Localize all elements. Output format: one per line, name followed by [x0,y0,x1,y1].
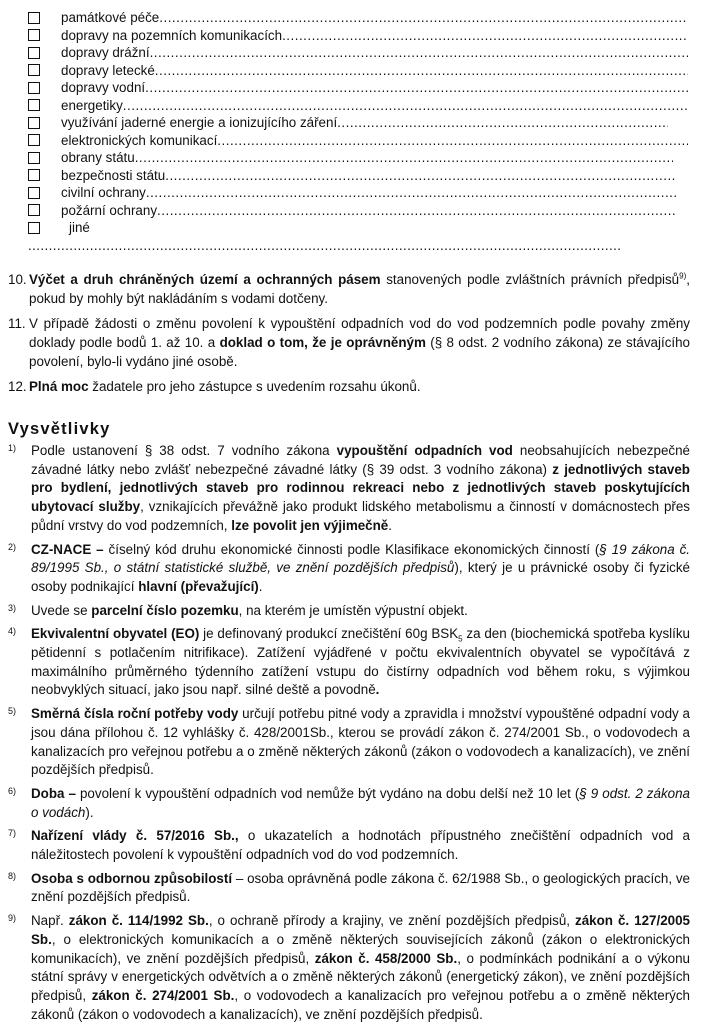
dotted-leader [159,9,688,26]
dotted-leader [337,114,668,131]
checklist-label: civilní ochrany [61,185,146,201]
dotted-leader [123,97,688,114]
footnote-text: Např. zákon č. 114/1992 Sb., o ochraně přírody a krajiny, ve znění pozdějších předpisů, zákon č. 127/2005 Sb., o elektronických komunikacích a o změně některých souvisejících zákonů (zákon o elektronických komunikacích), ve znění pozdějších předpisů, zákon č. 458/2000 Sb., o podmínkách podnikání a o výkonu státní správy v energetických odvětvích a o změně některých zákonů (energetický zákon), ve znění pozdějších předpisů, zákon č. 274/2001 Sb., o vodovodech a kanalizacích pro veřejnou potřebu a o změně některých zákonů (zákon o vodovodech a kanalizacích), ve znění pozdějších předpisů. [31,913,691,1022]
item-text: Výčet a druh chráněných území a ochranných pásem stanovených podle zvláštních právních předpisů$^{9)}$, pokud by mohly být nakládáním s vodami dotčeny. [29,271,690,306]
checkbox[interactable] [28,64,40,76]
dotted-leader [135,149,673,166]
footnote-number: 8) [8,870,17,881]
list-item-12 [8,377,690,396]
checklist-item [28,202,676,220]
item-number: 11. [8,316,26,331]
checklist-item [28,97,688,115]
numbered-list [8,270,690,402]
checkbox[interactable] [28,117,40,129]
footnote-9 [8,912,690,1024]
footnote-text: Podle ustanovení § 38 odst. 7 vodního zákona vypouštění odpadních vod neobsahujících nebezpečné závadné látky nebo zvlášť nebezpečné závadné látky (§ 39 odst. 3 vodního zákona) z jednotlivých staveb pro bydlení, jednotlivých staveb pro rodinnou rekreaci nebo z jednotlivých staveb poskytujících ubytovací služby, vznikajících převážně jako produkt lidského metabolismu a činností v domácnostech přes půdní vrstvy do vod podzemních, lze povolit jen výjimečně. [31,443,690,533]
footnote-text: Ekvivalentní obyvatel (EO) je definovaný produkcí znečištění 60g $BSK_5$ za den (biochemická spotřeba kyslíku pětidenní s potlačením nitrifikace). Zatížení vyjádřené v počtu ekvivalentních obyvatel se vypočítává z maximálního průměrného týdenního zatížení vstupu do čistírny odpadních vod během roku, s výjimkou neobvyklých situací, jako jsou např. silné deště a povodně. [31,626,690,698]
item-text: V případě žádosti o změnu povolení k vypouštění odpadních vod do vod podzemních podle povahy změny doklady podle bodů 1. až 10. a doklad o tom, že je oprávněným (§ 8 odst. 2 vodního zákona) ze stávajícího povolení, bylo-li vydáno jiné osobě. [29,316,691,369]
item-text: Plná moc žadatele pro jeho zástupce s uvedením rozsahu úkonů. [29,379,421,394]
footnote-2 [8,541,690,597]
footnote-text: Uvede se parcelní číslo pozemku, na kterém je umístěn výpustní objekt. [31,602,468,618]
checkbox[interactable] [28,222,40,234]
footnote-number: 2) [8,541,17,552]
footnote-ref: 9) [679,271,687,281]
checklist-label: obrany státu [61,150,135,166]
footnote-1 [8,442,690,536]
checklist-label: památkové péče [61,10,160,26]
dotted-leader [217,132,688,149]
footnote-6 [8,785,690,822]
dotted-leader [145,79,688,96]
footnote-text: Doba – povolení k vypouštění odpadních vod nemůže být vydáno na dobu delší než 10 let (§ 9 odst. 2 zákona o vodách). [31,785,690,820]
checklist-item [28,27,688,45]
list-item-11 [8,314,690,371]
checkbox[interactable] [28,12,40,24]
checklist-item [28,167,676,185]
checkbox[interactable] [28,82,40,94]
dotted-leader [165,167,676,184]
checklist-item [28,44,688,62]
checkbox[interactable] [28,29,40,41]
section-title: Vysvětlivky [8,420,111,438]
footnote-text: Osoba s odbornou způsobilostí – osoba oprávněná podle zákona č. 62/1988 Sb., o geologických pracích, ve znění pozdějších předpisů. [31,870,690,905]
checklist-label: elektronických komunikací [61,132,218,148]
footnote-number: 3) [8,602,17,613]
footnote-3 [8,602,690,621]
checklist-label: dopravy na pozemních komunikacích [61,27,283,43]
footnote-4 [8,625,690,700]
footnote-text: CZ-NACE – číselný kód druhu ekonomické činnosti podle Klasifikace ekonomických činností (§ 19 zákona č. 89/1995 Sb., o státní statistické službě, ve znění pozdějších předpisů), který je u právnické osoby či fyzické osoby podnikající hlavní (převažující). [31,541,691,594]
checklist-label: dopravy drážní [61,45,150,61]
checklist-item-other [28,219,688,237]
checkbox[interactable] [28,204,40,216]
footnote-5 [8,705,690,780]
dotted-leader [157,202,676,219]
footnote-text: Nařízení vlády č. 57/2016 Sb., o ukazatelích a hodnotách přípustného znečištění odpadních vod a náležitostech povolení k vypouštění odpadních vod do vod podzemních. [31,828,691,863]
checkbox[interactable] [28,152,40,164]
checklist-label: energetiky [61,97,123,113]
item-number: 10. [8,272,27,287]
checklist-label: bezpečnosti státu [61,167,166,183]
checkbox[interactable] [28,169,40,181]
footnote-number: 5) [8,706,17,717]
item-number: 12. [8,379,27,394]
checklist-label: využívání jaderné energie a ionizujícího záření [61,115,338,131]
checkbox[interactable] [28,47,40,59]
footnote-number: 6) [8,785,17,796]
checkbox[interactable] [28,134,40,146]
checklist-label: jiné [69,220,90,236]
footnote-number: 4) [8,626,17,637]
dotted-leader [150,44,688,61]
footnote-number: 9) [8,913,17,924]
footnote-8 [8,870,690,907]
checklist-item [28,132,688,150]
checkbox[interactable] [28,187,40,199]
other-specify-field[interactable] [28,238,620,253]
footnote-text: Směrná čísla roční potřeby vody určují potřebu pitné vody a zpravidla i množství vypouštěné odpadní vody a jsou dána přílohou č. 12 vyhlášky č. 428/2001Sb., kterou se provádí zákon č. 274/2001 Sb., o vodovodech a kanalizacích pro veřejnou potřebu a o změně některých zákonů (zákon o vodovodech a kanalizacích), ve znění pozdějších předpisů. [31,706,690,778]
checklist-item [28,9,688,27]
footnotes-list [8,442,690,1029]
footnote-number: 1) [8,443,17,453]
checklist-label: dopravy letecké [61,62,155,78]
protected-interest-checklist [28,9,688,237]
list-item-10 [8,270,690,308]
checklist-label: požární ochrany [61,202,158,218]
checkbox[interactable] [28,99,40,111]
dotted-leader [146,184,676,201]
checklist-item [28,184,676,202]
checklist-label: dopravy vodní [61,80,146,96]
checklist-item [28,62,688,80]
checklist-item [28,149,673,167]
dotted-leader [282,27,688,44]
footnote-number: 7) [8,828,17,839]
footnote-7 [8,827,690,864]
checklist-item [28,114,668,132]
dotted-leader [155,62,688,79]
checklist-item [28,79,688,97]
